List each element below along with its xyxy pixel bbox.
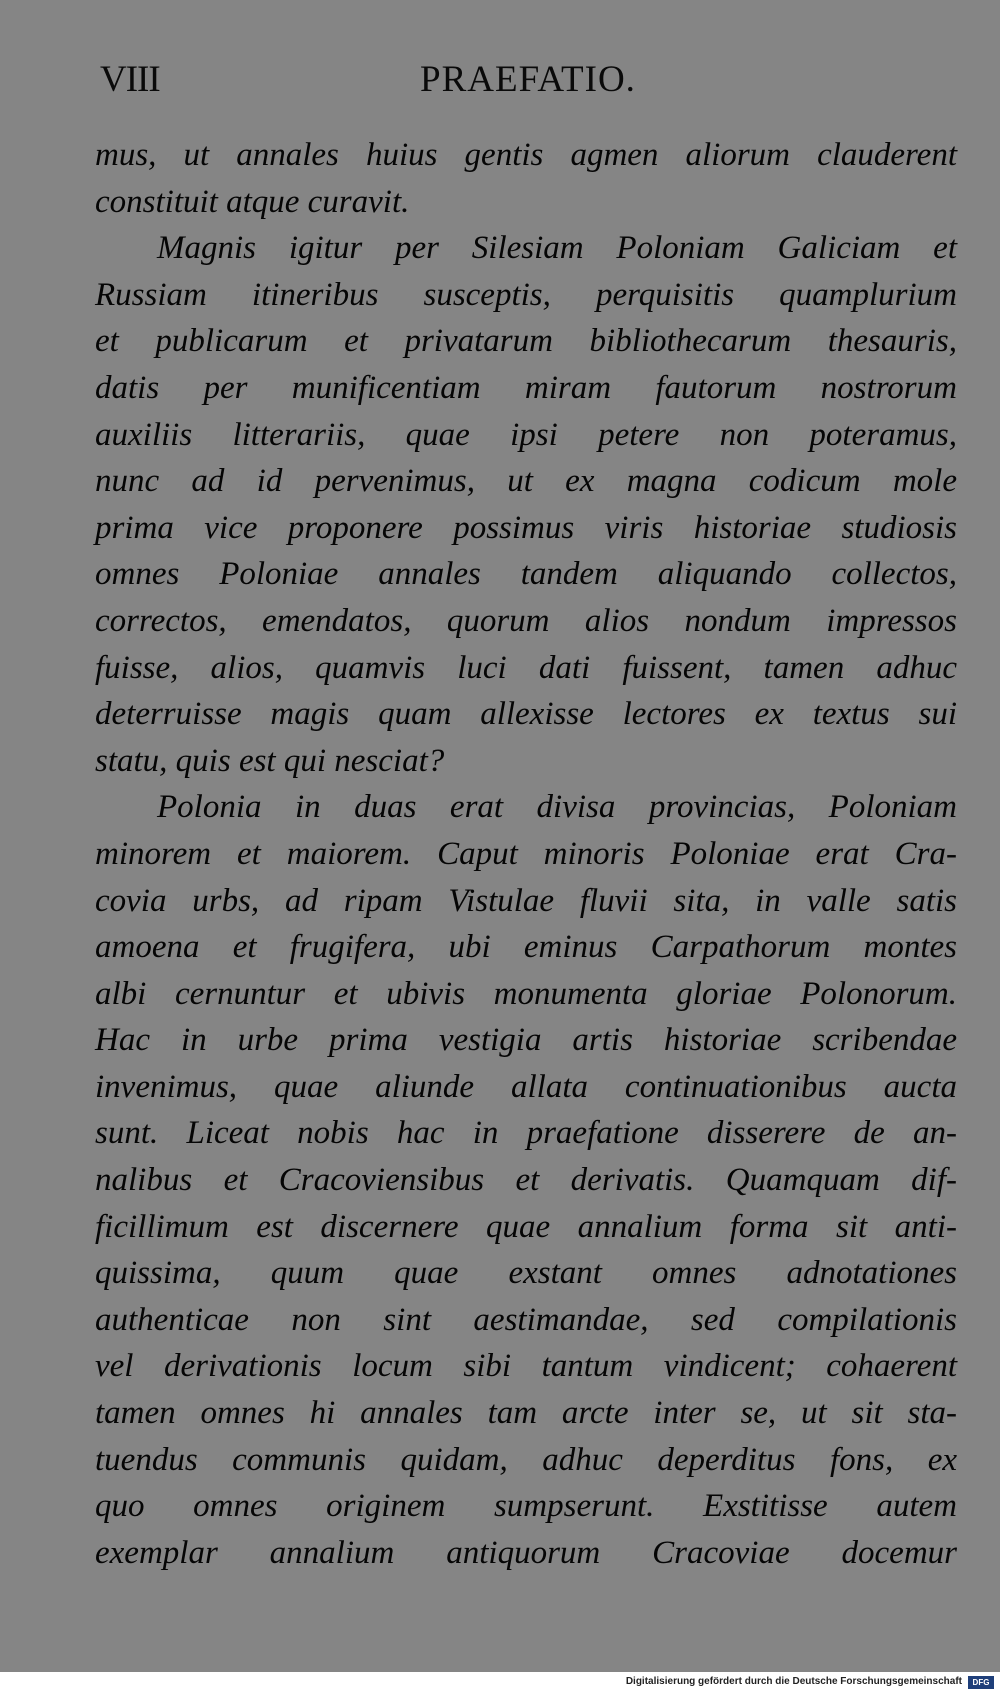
text-line: constituit atque curavit. [95, 183, 410, 220]
text-line: Magnis igitur per Silesiam Poloniam Galiciam et [157, 230, 957, 267]
text-line: deterruisse magis quam allexisse lectores ex textus sui [95, 696, 957, 733]
text-line: amoena et frugifera, ubi eminus Carpathorum montes [95, 929, 957, 966]
text-line: vel derivationis locum sibi tantum vindicent; cohaerent [95, 1348, 957, 1385]
page-header [0, 48, 1000, 108]
running-title: PRAEFATIO. [420, 59, 636, 100]
text-line: tamen omnes hi annales tam arcte inter se, ut sit sta- [95, 1395, 957, 1432]
page-number: VIII [100, 59, 160, 100]
digitization-footer [0, 1672, 1000, 1694]
text-line: mus, ut annales huius gentis agmen aliorum clauderent [95, 137, 957, 173]
text-line: statu, quis est qui nesciat? [95, 742, 445, 779]
text-line: albi cernuntur et ubivis monumenta gloriae Polonorum. [95, 975, 957, 1012]
text-line: exemplar annalium antiquorum Cracoviae docemur [95, 1534, 957, 1571]
body-text [95, 132, 957, 1576]
text-line: sunt. Liceat nobis hac in praefatione disserere de an- [95, 1115, 957, 1152]
text-line: quo omnes originem sumpserunt. Exstitisse autem [95, 1488, 957, 1525]
text-line: auxiliis litterariis, quae ipsi petere non poteramus, [95, 416, 957, 453]
text-line: Hac in urbe prima vestigia artis historiae scribendae [95, 1022, 957, 1059]
text-line: correctos, emendatos, quorum alios nondum impressos [95, 602, 957, 639]
text-line: covia urbs, ad ripam Vistulae fluvii sita, in valle satis [95, 882, 957, 919]
text-line: nalibus et Cracoviensibus et derivatis. Quamquam dif- [95, 1162, 957, 1199]
text-line: Polonia in duas erat divisa provincias, Poloniam [157, 789, 957, 826]
funding-credit: Digitalisierung gefördert durch die Deutsche Forschungsgemeinschaft [625, 1676, 962, 1687]
text-line: nunc ad id pervenimus, ut ex magna codicum mole [95, 463, 957, 500]
text-line: et publicarum et privatarum bibliothecarum thesauris, [95, 323, 957, 360]
text-line: tuendus communis quidam, adhuc deperditus fons, ex [95, 1441, 957, 1478]
text-line: fuisse, alios, quamvis luci dati fuissent, tamen adhuc [95, 649, 957, 686]
text-line: minorem et maiorem. Caput minoris Poloniae erat Cra- [95, 835, 957, 872]
text-line: quissima, quum quae exstant omnes adnotationes [95, 1255, 957, 1292]
text-line: ficillimum est discernere quae annalium forma sit anti- [95, 1208, 957, 1245]
text-line: invenimus, quae aliunde allata continuationibus aucta [95, 1068, 957, 1105]
text-line: Russiam itineribus susceptis, perquisitis quamplurium [95, 276, 957, 313]
text-line: omnes Poloniae annales tandem aliquando collectos, [95, 556, 957, 593]
dfg-logo: DFG [968, 1676, 994, 1689]
text-line: authenticae non sint aestimandae, sed compilationis [95, 1301, 957, 1338]
text-line: prima vice proponere possimus viris historiae studiosis [95, 509, 957, 546]
text-line: datis per munificentiam miram fautorum nostrorum [95, 369, 957, 406]
